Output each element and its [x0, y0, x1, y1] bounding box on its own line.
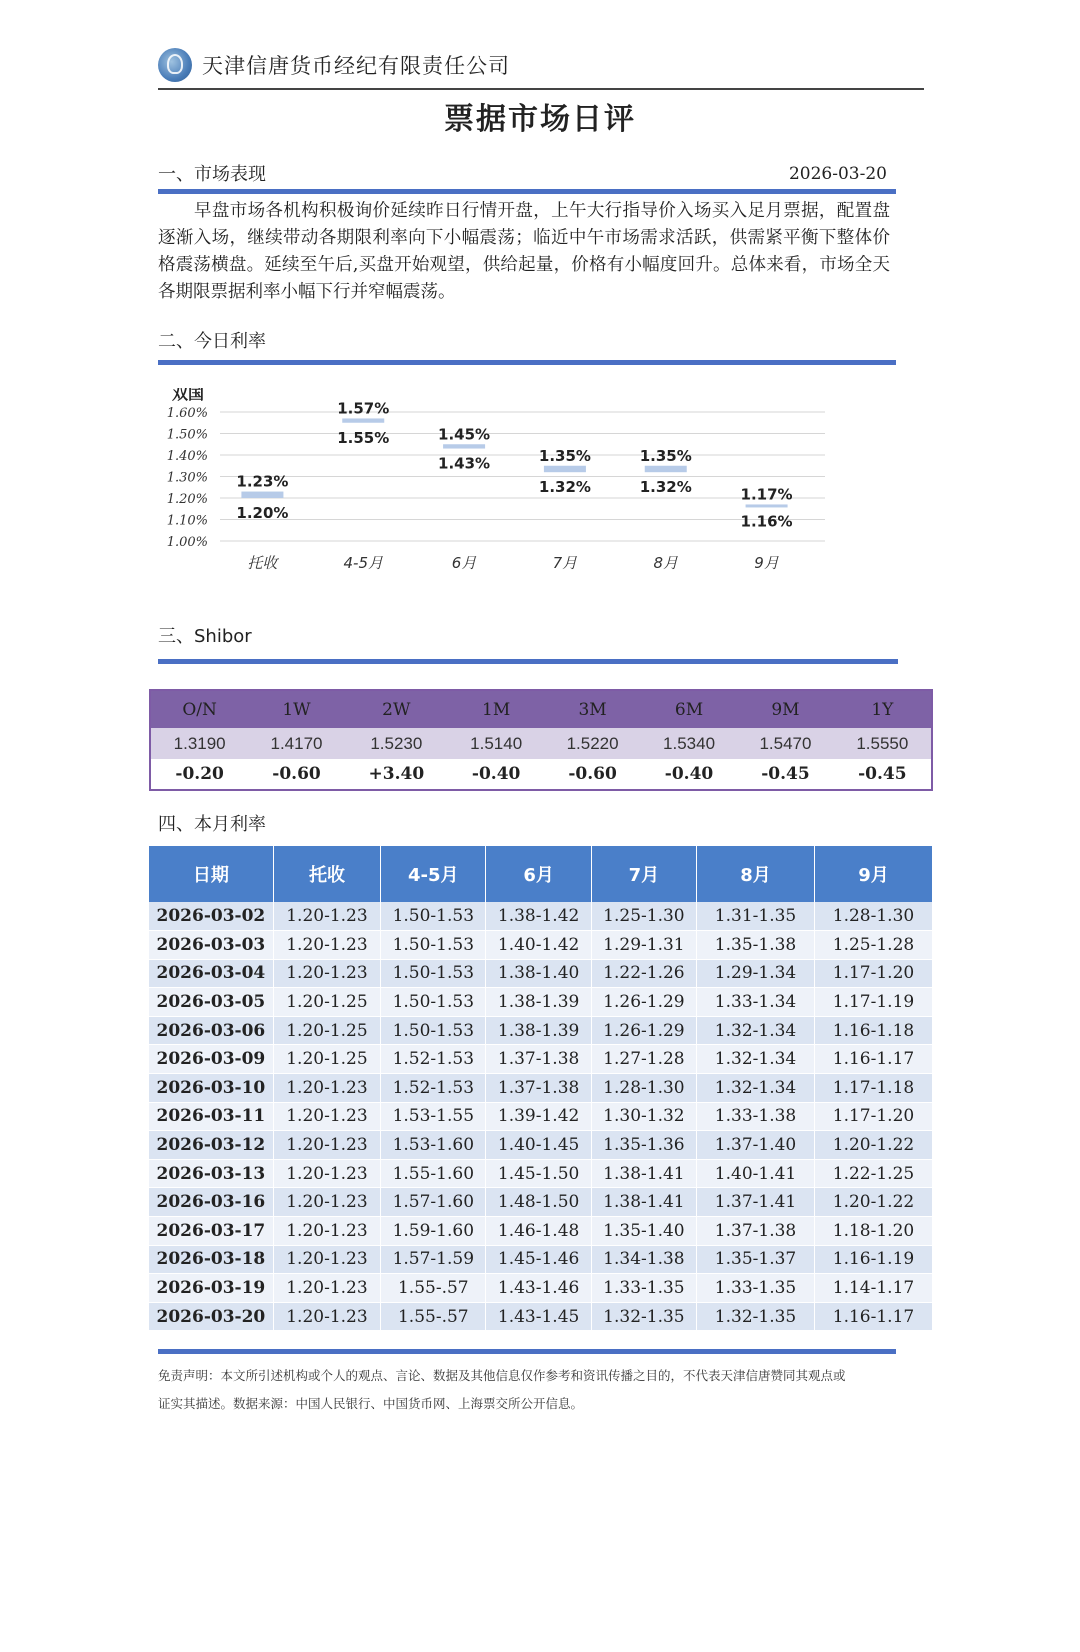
rate-range-cell: 1.20-1.23 — [273, 1159, 380, 1188]
chart-title: 双国 — [172, 388, 205, 403]
y-tick-label: 1.40% — [166, 449, 208, 464]
rate-range-cell: 1.30-1.32 — [591, 1102, 696, 1131]
rate-range-cell: 1.17-1.20 — [814, 1102, 932, 1131]
company-logo-icon — [158, 48, 192, 82]
high-data-label: 1.35% — [538, 446, 591, 465]
rate-range-cell: 1.53-1.60 — [381, 1131, 486, 1160]
rate-range-cell: 1.34-1.38 — [591, 1245, 696, 1274]
range-bar — [746, 504, 788, 507]
range-bar — [645, 466, 687, 472]
rate-range-cell: 1.16-1.17 — [814, 1045, 932, 1074]
row-date: 2026-03-17 — [149, 1217, 273, 1246]
shibor-rate: 1.5340 — [641, 728, 737, 759]
table-row — [149, 1131, 933, 1160]
company-header — [158, 46, 924, 90]
shibor-change-row — [150, 759, 932, 790]
rate-range-cell: 1.59-1.60 — [381, 1217, 486, 1246]
rate-range-cell: 1.16-1.18 — [814, 1016, 932, 1045]
y-tick-label: 1.60% — [166, 406, 208, 421]
rate-range-cell: 1.20-1.23 — [273, 1074, 380, 1103]
x-tick-label: 6月 — [451, 554, 477, 572]
row-date: 2026-03-09 — [149, 1045, 273, 1074]
rate-range-cell: 1.37-1.38 — [486, 1045, 591, 1074]
y-tick-label: 1.50% — [166, 427, 208, 443]
high-data-label: 1.45% — [438, 425, 491, 444]
row-date: 2026-03-04 — [149, 959, 273, 988]
rate-range-cell: 1.53-1.55 — [381, 1102, 486, 1131]
y-tick-label: 1.10% — [166, 513, 208, 529]
rate-range-cell: 1.20-1.23 — [273, 931, 380, 960]
monthly-table-body — [149, 902, 933, 1331]
table-row — [149, 1217, 933, 1246]
shibor-change: -0.60 — [544, 759, 640, 790]
rate-range-cell: 1.27-1.28 — [591, 1045, 696, 1074]
column-header: 4-5月 — [381, 846, 486, 902]
rate-range-cell: 1.37-1.41 — [697, 1188, 815, 1217]
rate-range-cell: 1.38-1.41 — [591, 1159, 696, 1188]
rate-range-cell: 1.29-1.34 — [697, 959, 815, 988]
rate-range-cell: 1.20-1.23 — [273, 1188, 380, 1217]
x-tick-label: 托收 — [247, 554, 278, 572]
rate-range-cell: 1.43-1.45 — [486, 1302, 591, 1331]
table-row — [149, 1045, 933, 1074]
low-data-label: 1.55% — [337, 428, 390, 447]
chart-svg — [160, 388, 880, 613]
rate-range-cell: 1.52-1.53 — [381, 1074, 486, 1103]
shibor-change: -0.45 — [737, 759, 833, 790]
row-date: 2026-03-12 — [149, 1131, 273, 1160]
row-date: 2026-03-05 — [149, 988, 273, 1017]
rate-range-cell: 1.22-1.26 — [591, 959, 696, 988]
rate-range-cell: 1.37-1.40 — [697, 1131, 815, 1160]
section-divider — [158, 1349, 896, 1354]
section-divider — [158, 659, 898, 664]
rate-range-cell: 1.38-1.39 — [486, 988, 591, 1017]
shibor-rate: 1.3190 — [150, 728, 248, 759]
rate-range-cell: 1.20-1.23 — [273, 1302, 380, 1331]
low-data-label: 1.43% — [438, 454, 491, 473]
rate-range-cell: 1.20-1.23 — [273, 902, 380, 931]
table-row — [149, 931, 933, 960]
rate-range-cell: 1.31-1.35 — [697, 902, 815, 931]
table-row — [149, 1074, 933, 1103]
rate-range-cell: 1.20-1.22 — [814, 1131, 932, 1160]
row-date: 2026-03-06 — [149, 1016, 273, 1045]
rate-range-cell: 1.38-1.42 — [486, 902, 591, 931]
rate-range-cell: 1.20-1.23 — [273, 1245, 380, 1274]
high-data-label: 1.23% — [236, 472, 289, 491]
rate-range-cell: 1.20-1.23 — [273, 1102, 380, 1131]
section-heading-shibor: 三、Shibor — [158, 626, 252, 647]
rate-range-cell: 1.32-1.35 — [591, 1302, 696, 1331]
x-tick-label: 9月 — [754, 554, 779, 572]
shibor-rate: 1.5140 — [448, 728, 544, 759]
high-data-label: 1.57% — [337, 399, 390, 418]
rate-range-cell: 1.22-1.25 — [814, 1159, 932, 1188]
rate-range-cell: 1.37-1.38 — [697, 1217, 815, 1246]
rate-range-cell: 1.50-1.53 — [381, 1016, 486, 1045]
row-date: 2026-03-10 — [149, 1074, 273, 1103]
low-data-label: 1.32% — [639, 478, 692, 497]
section-heading-monthly: 四、本月利率 — [158, 814, 266, 835]
rate-range-cell: 1.45-1.50 — [486, 1159, 591, 1188]
rate-range-cell: 1.52-1.53 — [381, 1045, 486, 1074]
range-bar — [544, 466, 586, 472]
row-date: 2026-03-13 — [149, 1159, 273, 1188]
rate-range-cell: 1.57-1.60 — [381, 1188, 486, 1217]
section-divider — [158, 189, 896, 194]
rate-range-cell: 1.35-1.36 — [591, 1131, 696, 1160]
low-data-label: 1.32% — [538, 478, 591, 497]
rate-range-cell: 1.16-1.19 — [814, 1245, 932, 1274]
rate-range-cell: 1.20-1.23 — [273, 1217, 380, 1246]
shibor-rate: 1.5550 — [834, 728, 932, 759]
x-tick-label: 4-5月 — [343, 554, 383, 572]
rate-range-cell: 1.32-1.35 — [697, 1302, 815, 1331]
shibor-rate: 1.5470 — [737, 728, 833, 759]
shibor-rate-row — [150, 728, 932, 759]
rate-range-cell: 1.50-1.53 — [381, 959, 486, 988]
table-row — [149, 1302, 933, 1331]
column-header: 7月 — [591, 846, 696, 902]
column-header: 9月 — [814, 846, 932, 902]
rate-range-cell: 1.55-1.60 — [381, 1159, 486, 1188]
range-bar — [443, 444, 485, 448]
rate-range-cell: 1.35-1.38 — [697, 931, 815, 960]
monthly-header-row — [149, 846, 933, 902]
rate-range-cell: 1.50-1.53 — [381, 931, 486, 960]
rate-range-cell: 1.20-1.25 — [273, 988, 380, 1017]
table-row — [149, 902, 933, 931]
rate-range-cell: 1.40-1.41 — [697, 1159, 815, 1188]
low-data-label: 1.16% — [740, 512, 793, 531]
shibor-term: O/N — [150, 690, 248, 728]
x-tick-label: 8月 — [653, 554, 679, 572]
rate-range-cell: 1.17-1.19 — [814, 988, 932, 1017]
table-row — [149, 988, 933, 1017]
rate-range-cell: 1.45-1.46 — [486, 1245, 591, 1274]
high-data-label: 1.35% — [639, 446, 692, 465]
rate-range-cell: 1.32-1.34 — [697, 1045, 815, 1074]
high-data-label: 1.17% — [740, 485, 793, 504]
shibor-rate: 1.5220 — [544, 728, 640, 759]
rate-range-cell: 1.37-1.38 — [486, 1074, 591, 1103]
rate-range-cell: 1.14-1.17 — [814, 1274, 932, 1303]
shibor-change: -0.60 — [248, 759, 344, 790]
company-name: 天津信唐货币经纪有限责任公司 — [202, 54, 510, 78]
row-date: 2026-03-20 — [149, 1302, 273, 1331]
table-row — [149, 1274, 933, 1303]
rate-range-cell: 1.20-1.25 — [273, 1045, 380, 1074]
rate-range-cell: 1.29-1.31 — [591, 931, 696, 960]
y-tick-label: 1.30% — [166, 470, 208, 486]
table-row — [149, 1102, 933, 1131]
y-tick-label: 1.00% — [166, 535, 208, 550]
rate-range-cell: 1.20-1.25 — [273, 1016, 380, 1045]
shibor-term: 6M — [641, 690, 737, 728]
shibor-change: -0.40 — [641, 759, 737, 790]
rate-range-cell: 1.25-1.30 — [591, 902, 696, 931]
shibor-term: 1W — [248, 690, 344, 728]
disclaimer-line-1: 免责声明：本文所引述机构或个人的观点、言论、数据及其他信息仅作参考和资讯传播之目的，不代表天津信唐赞同其观点或 — [158, 1368, 846, 1383]
x-tick-label: 7月 — [552, 554, 578, 572]
row-date: 2026-03-11 — [149, 1102, 273, 1131]
shibor-term-row — [150, 690, 932, 728]
rate-range-cell: 1.17-1.20 — [814, 959, 932, 988]
rate-range-cell: 1.38-1.40 — [486, 959, 591, 988]
rate-range-cell: 1.57-1.59 — [381, 1245, 486, 1274]
rate-range-cell: 1.38-1.39 — [486, 1016, 591, 1045]
shibor-change: +3.40 — [345, 759, 448, 790]
table-row — [149, 959, 933, 988]
shibor-term: 1M — [448, 690, 544, 728]
shibor-change: -0.45 — [834, 759, 932, 790]
disclaimer-line-2: 证实其描述。数据来源：中国人民银行、中国货币网、上海票交所公开信息。 — [158, 1396, 584, 1411]
low-data-label: 1.20% — [236, 504, 289, 522]
column-header: 6月 — [486, 846, 591, 902]
rate-range-cell: 1.28-1.30 — [591, 1074, 696, 1103]
rate-range-cell: 1.40-1.45 — [486, 1131, 591, 1160]
rate-range-cell: 1.43-1.46 — [486, 1274, 591, 1303]
rate-range-cell: 1.33-1.38 — [697, 1102, 815, 1131]
shibor-rate: 1.5230 — [345, 728, 448, 759]
rate-range-cell: 1.17-1.18 — [814, 1074, 932, 1103]
rate-range-cell: 1.16-1.17 — [814, 1302, 932, 1331]
rate-range-cell: 1.32-1.34 — [697, 1016, 815, 1045]
rate-range-cell: 1.33-1.35 — [697, 1274, 815, 1303]
rate-range-cell: 1.50-1.53 — [381, 902, 486, 931]
monthly-rates-table — [149, 846, 933, 1331]
column-header: 8月 — [697, 846, 815, 902]
rate-range-cell: 1.20-1.22 — [814, 1188, 932, 1217]
rate-range-cell: 1.46-1.48 — [486, 1217, 591, 1246]
column-header: 托收 — [273, 846, 380, 902]
shibor-change: -0.40 — [448, 759, 544, 790]
shibor-term: 9M — [737, 690, 833, 728]
rate-range-cell: 1.39-1.42 — [486, 1102, 591, 1131]
shibor-term: 3M — [544, 690, 640, 728]
shibor-change: -0.20 — [150, 759, 248, 790]
table-row — [149, 1188, 933, 1217]
shibor-term: 2W — [345, 690, 448, 728]
market-summary: 早盘市场各机构积极询价延续昨日行情开盘，上午大行指导价入场买入足月票据，配置盘逐渐入场，继续带动各期限利率向下小幅震荡；临近中午市场需求活跃，供需紧平衡下整体价格震荡横盘。延续至午后,买盘开始观望，供给起量，价格有小幅度回升。总体来看，市场全天各期限票据利率小幅下行并窄幅震荡。 — [158, 201, 890, 302]
table-row — [149, 1016, 933, 1045]
rate-range-cell: 1.20-1.23 — [273, 1131, 380, 1160]
rate-range-cell: 1.33-1.34 — [697, 988, 815, 1017]
rate-range-cell: 1.35-1.37 — [697, 1245, 815, 1274]
report-date: 2026-03-20 — [788, 164, 887, 184]
row-date: 2026-03-02 — [149, 902, 273, 931]
rate-range-cell: 1.55-.57 — [381, 1302, 486, 1331]
today-rates-chart — [160, 388, 880, 613]
section-heading-market: 一、市场表现 — [158, 164, 266, 185]
rate-range-cell: 1.32-1.34 — [697, 1074, 815, 1103]
page-title: 票据市场日评 — [444, 102, 636, 137]
rate-range-cell: 1.55-.57 — [381, 1274, 486, 1303]
rate-range-cell: 1.25-1.28 — [814, 931, 932, 960]
table-row — [149, 1159, 933, 1188]
range-bar — [241, 492, 283, 498]
column-header: 日期 — [149, 846, 273, 902]
row-date: 2026-03-19 — [149, 1274, 273, 1303]
row-date: 2026-03-18 — [149, 1245, 273, 1274]
rate-range-cell: 1.28-1.30 — [814, 902, 932, 931]
row-date: 2026-03-16 — [149, 1188, 273, 1217]
shibor-term: 1Y — [834, 690, 932, 728]
table-row — [149, 1245, 933, 1274]
disclaimer — [158, 1362, 890, 1418]
shibor-table — [149, 689, 933, 791]
shibor-rate: 1.4170 — [248, 728, 344, 759]
rate-range-cell: 1.40-1.42 — [486, 931, 591, 960]
section-heading-today-rates: 二、今日利率 — [158, 331, 266, 352]
row-date: 2026-03-03 — [149, 931, 273, 960]
section-divider — [158, 360, 896, 365]
rate-range-cell: 1.18-1.20 — [814, 1217, 932, 1246]
rate-range-cell: 1.50-1.53 — [381, 988, 486, 1017]
y-tick-label: 1.20% — [166, 492, 208, 507]
rate-range-cell: 1.20-1.23 — [273, 1274, 380, 1303]
rate-range-cell: 1.38-1.41 — [591, 1188, 696, 1217]
range-bar — [342, 418, 384, 422]
rate-range-cell: 1.48-1.50 — [486, 1188, 591, 1217]
rate-range-cell: 1.33-1.35 — [591, 1274, 696, 1303]
rate-range-cell: 1.35-1.40 — [591, 1217, 696, 1246]
rate-range-cell: 1.26-1.29 — [591, 988, 696, 1017]
rate-range-cell: 1.20-1.23 — [273, 959, 380, 988]
rate-range-cell: 1.26-1.29 — [591, 1016, 696, 1045]
